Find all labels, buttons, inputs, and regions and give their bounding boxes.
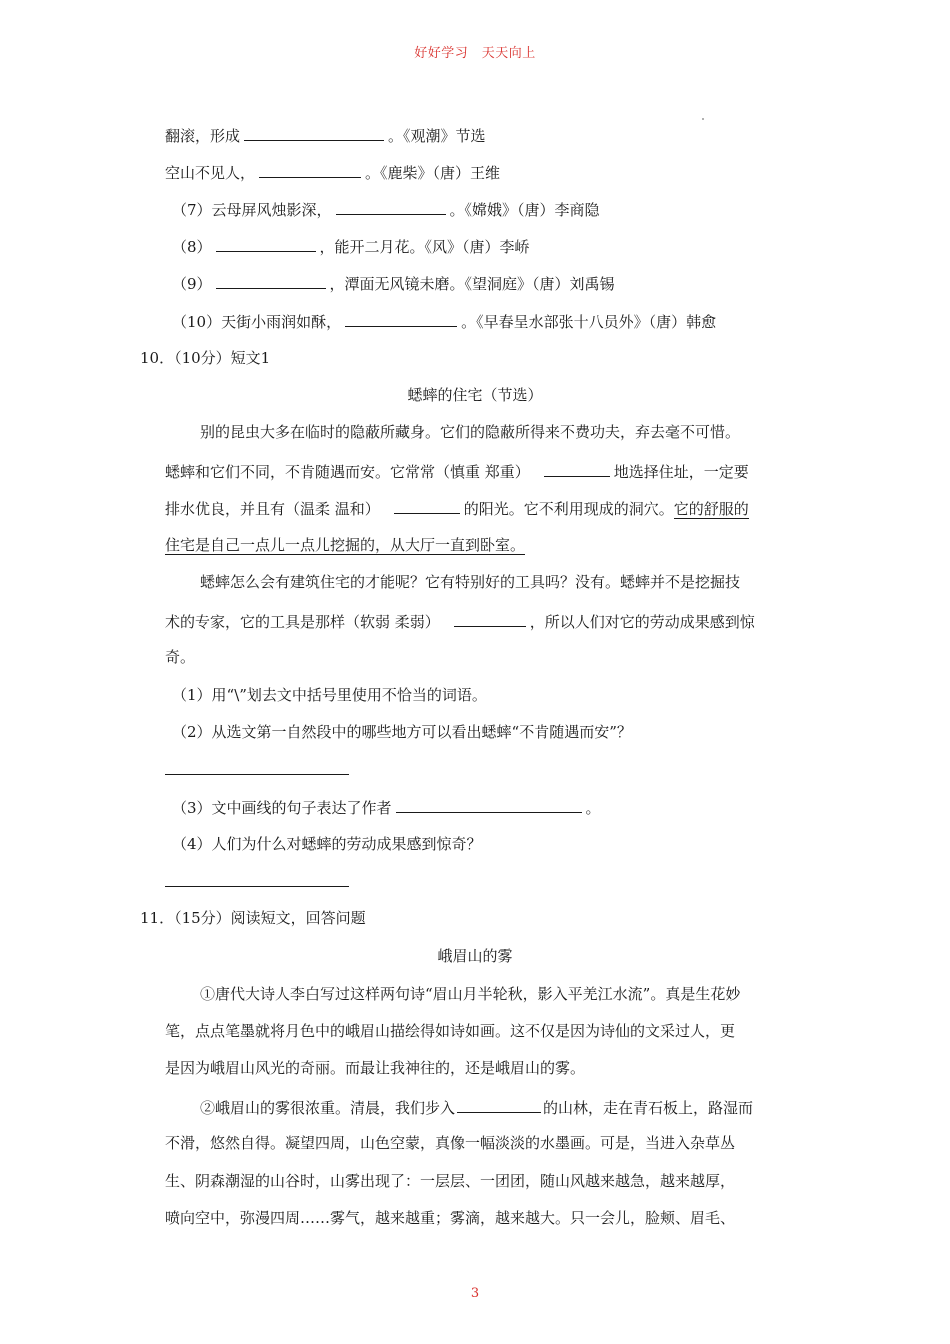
q11-title: 峨眉山的雾 xyxy=(437,947,513,965)
q10-heading: 10．（10分）短文1 xyxy=(140,349,271,367)
q11-p1-line3: 是因为峨眉山风光的奇丽。而最让我神往的，还是峨眉山的雾。 xyxy=(165,1059,586,1077)
answer-line[interactable] xyxy=(165,774,349,775)
answer-blank[interactable] xyxy=(345,310,457,327)
q10-p1-line4 xyxy=(165,535,525,555)
q10-sub3: （3）文中画线的句子表达了作者 。 xyxy=(172,796,601,818)
poem-line-6: （10）天街小雨润如酥， 。《早春呈水部张十八员外》（唐）韩愈 xyxy=(172,310,716,332)
answer-blank[interactable] xyxy=(396,796,582,813)
answer-blank[interactable] xyxy=(394,497,460,514)
stray-dot xyxy=(702,118,704,120)
underlined-sentence: 它的舒服的 xyxy=(673,500,749,518)
page-number: 3 xyxy=(470,1286,480,1301)
q10-p2-line2: 术的专家，它的工具是那样（软弱 柔弱） ，所以人们对它的劳动成果感到惊 xyxy=(165,610,755,632)
q10-sub1: （1）用“\”划去文中括号里使用不恰当的词语。 xyxy=(172,686,487,704)
q11-p2-line3: 生、阴森潮湿的山谷时，山雾出现了：一层层、一团团，随山风越来越急，越来越厚， xyxy=(165,1172,736,1190)
poem-line-1: 翻滚，形成 。《观潮》节选 xyxy=(165,124,486,146)
answer-blank[interactable] xyxy=(259,161,361,178)
page-header: 好好学习 天天向上 xyxy=(414,46,536,61)
answer-blank[interactable] xyxy=(336,198,446,215)
q10-sub2: （2）从选文第一自然段中的哪些地方可以看出蟋蟀“不肯随遇而安”？ xyxy=(172,723,632,741)
q11-p2-line2: 不滑，悠然自得。凝望四周，山色空蒙，真像一幅淡淡的水墨画。可是，当进入杂草丛 xyxy=(165,1134,736,1152)
answer-blank[interactable] xyxy=(454,610,526,627)
answer-blank[interactable] xyxy=(216,235,316,252)
q10-p1-line3: 排水优良，并且有（温柔 温和） 的阳光。它不利用现成的洞穴。它的舒服的 xyxy=(165,497,749,519)
q10-sub4: （4）人们为什么对蟋蟀的劳动成果感到惊奇？ xyxy=(172,835,482,853)
q11-heading: 11．（15分）阅读短文，回答问题 xyxy=(140,909,366,927)
answer-blank[interactable] xyxy=(244,124,384,141)
q11-p1-line2: 笔，点点笔墨就将月色中的峨眉山描绘得如诗如画。这不仅是因为诗仙的文采过人，更 xyxy=(165,1022,736,1040)
poem-line-2: 空山不见人， 。《鹿柴》（唐）王维 xyxy=(165,161,500,183)
answer-line[interactable] xyxy=(165,886,349,887)
q11-p2-line4: 喷向空中，弥漫四周……雾气，越来越重；雾滴，越来越大。只一会儿，脸颊、眉毛、 xyxy=(165,1209,736,1227)
answer-blank[interactable] xyxy=(544,460,610,477)
q10-p2-line3: 奇。 xyxy=(165,648,196,666)
q10-title: 蟋蟀的住宅（节选） xyxy=(407,386,543,404)
q10-p2-line1: 蟋蟀怎么会有建筑住宅的才能呢？它有特别好的工具吗？没有。蟋蟀并不是挖掘技 xyxy=(200,573,741,591)
q10-p1-line2: 蟋蟀和它们不同，不肯随遇而安。它常常（慎重 郑重） 地选择住址，一定要 xyxy=(165,460,749,482)
q11-p1-line1: ①唐代大诗人李白写过这样两句诗“眉山月半轮秋，影入平羌江水流”。真是生花妙 xyxy=(200,985,741,1003)
poem-line-5: （9） ，潭面无风镜未磨。《望洞庭》（唐）刘禹锡 xyxy=(172,272,615,294)
answer-blank[interactable] xyxy=(457,1096,541,1113)
q10-p1-line1: 别的昆虫大多在临时的隐蔽所藏身。它们的隐蔽所得来不费功夫，弃去毫不可惜。 xyxy=(200,423,741,441)
answer-blank[interactable] xyxy=(216,272,326,289)
poem-line-4: （8） ，能开二月花。《风》（唐）李峤 xyxy=(172,235,530,257)
q11-p2-line1: ②峨眉山的雾很浓重。清晨，我们步入 的山林，走在青石板上，路湿而 xyxy=(200,1096,753,1118)
poem-line-3: （7）云母屏风烛影深， 。《嫦娥》（唐）李商隐 xyxy=(172,198,600,220)
underlined-sentence: 住宅是自己一点儿一点儿挖掘的，从大厅一直到卧室。 xyxy=(165,536,526,554)
